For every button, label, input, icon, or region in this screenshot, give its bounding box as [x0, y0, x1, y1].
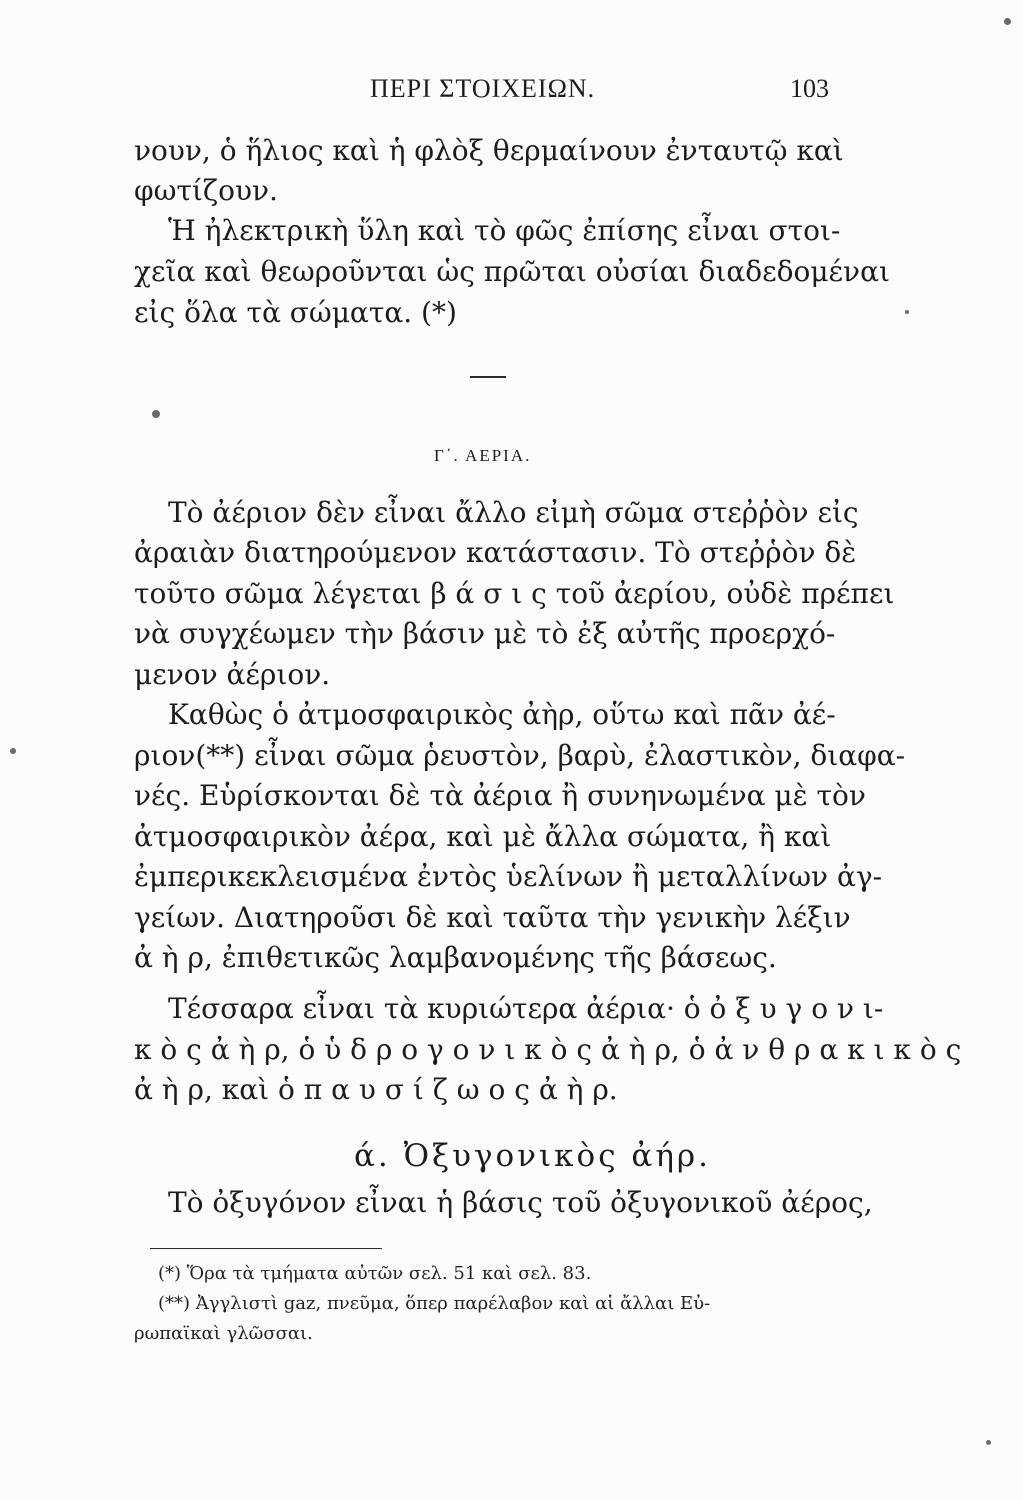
- subsection-heading: ά. Ὀξυγονικὸς ἀήρ.: [354, 1138, 712, 1174]
- paper-speck: [905, 310, 909, 314]
- body-line: νουν, ὁ ἥλιος καὶ ἡ φλὸξ θερμαίνουν ἐνταυτῷ καὶ: [134, 134, 844, 167]
- body-line: χεῖα καὶ θεωροῦνται ὡς πρῶται οὐσίαι διαδεδομέναι: [134, 255, 890, 288]
- paragraph-line: ριον(**) εἶναι σῶμα ῥευστὸν, βαρὺ, ἐλαστικὸν, διαφα-: [134, 739, 906, 772]
- section-heading: Γ΄. ΑΕΡΙΑ.: [434, 446, 532, 465]
- body-line: εἰς ὅλα τὰ σώματα. (*): [134, 296, 457, 329]
- paragraph-line: γείων. Διατηροῦσι δὲ καὶ ταῦτα τὴν γενικὴν λέξιν: [134, 901, 851, 934]
- paper-speck: [10, 748, 16, 754]
- section-separator: [470, 376, 506, 378]
- paragraph-line: κ ὸ ς ἀ ὴ ρ, ὁ ὑ δ ρ ο γ ο ν ι κ ὸ ς ἀ ὴ ρ, ὁ ἀ ν θ ρ α κ ι κ ὸ ς: [134, 1033, 962, 1066]
- footnote-1: (*) Ὅρα τὰ τμήματα αὐτῶν σελ. 51 καὶ σελ. 83.: [158, 1263, 592, 1284]
- paragraph-line: ἀ ὴ ρ, καὶ ὁ π α υ σ ί ζ ω ο ς ἀ ὴ ρ.: [134, 1073, 618, 1106]
- paragraph-line: ἀραιὰν διατηρούμενον κατάστασιν. Τὸ στεῤῥὸν δὲ: [134, 536, 857, 569]
- running-title: ΠΕΡΙ ΣΤΟΙΧΕΙΩΝ.: [370, 74, 596, 103]
- paragraph-line: νὰ συγχέωμεν τὴν βάσιν μὲ τὸ ἐξ αὐτῆς προερχό-: [134, 617, 836, 650]
- final-body-line: Τὸ ὀξυγόνον εἶναι ἡ βάσις τοῦ ὀξυγονικοῦ ἀέρος,: [168, 1186, 873, 1219]
- paragraph-line: τοῦτο σῶμα λέγεται β ά σ ι ς τοῦ ἀερίου, οὐδὲ πρέπει: [134, 577, 895, 610]
- paper-speck: [152, 410, 160, 418]
- footnote-2: (**) Ἀγγλιστὶ gaz, πνεῦμα, ὅπερ παρέλαβον καὶ αἱ ἄλλαι Εὐ-: [158, 1293, 711, 1314]
- paragraph-line: ἀτμοσφαιρικὸν ἀέρα, καὶ μὲ ἄλλα σώματα, ἢ καὶ: [134, 820, 832, 853]
- paragraph-line: ἐμπερικεκλεισμένα ἐντὸς ὑελίνων ἢ μεταλλίνων ἀγ-: [134, 860, 883, 893]
- body-line: φωτίζουν.: [134, 174, 278, 207]
- paragraph-line: Καθὼς ὁ ἀτμοσφαιρικὸς ἀὴρ, οὕτω καὶ πᾶν ἀέ-: [168, 698, 836, 731]
- body-line: Ἡ ἠλεκτρικὴ ὕλη καὶ τὸ φῶς ἐπίσης εἶναι στοι-: [168, 214, 841, 247]
- paragraph-line: μενον ἀέριον.: [134, 658, 331, 691]
- footnote-rule: [150, 1248, 382, 1249]
- footnote-2-continuation: ρωπαϊκαὶ γλῶσσαι.: [134, 1323, 313, 1344]
- paragraph-line: ἀ ὴ ρ, ἐπιθετικῶς λαμβανομένης τῆς βάσεως.: [134, 941, 777, 974]
- page-number: 103: [790, 74, 829, 103]
- paragraph-line: Τὸ ἀέριον δὲν εἶναι ἄλλο εἰμὴ σῶμα στεῤῥὸν εἰς: [168, 496, 859, 529]
- paragraph-line: Τέσσαρα εἶναι τὰ κυριώτερα ἀέρια· ὁ ὀ ξ υ γ ο ν ι-: [168, 992, 884, 1025]
- paper-speck: [986, 1440, 991, 1445]
- paragraph-line: νές. Εὑρίσκονται δὲ τὰ ἀέρια ἢ συνηνωμένα μὲ τὸν: [134, 779, 866, 812]
- paper-speck: [1004, 18, 1011, 25]
